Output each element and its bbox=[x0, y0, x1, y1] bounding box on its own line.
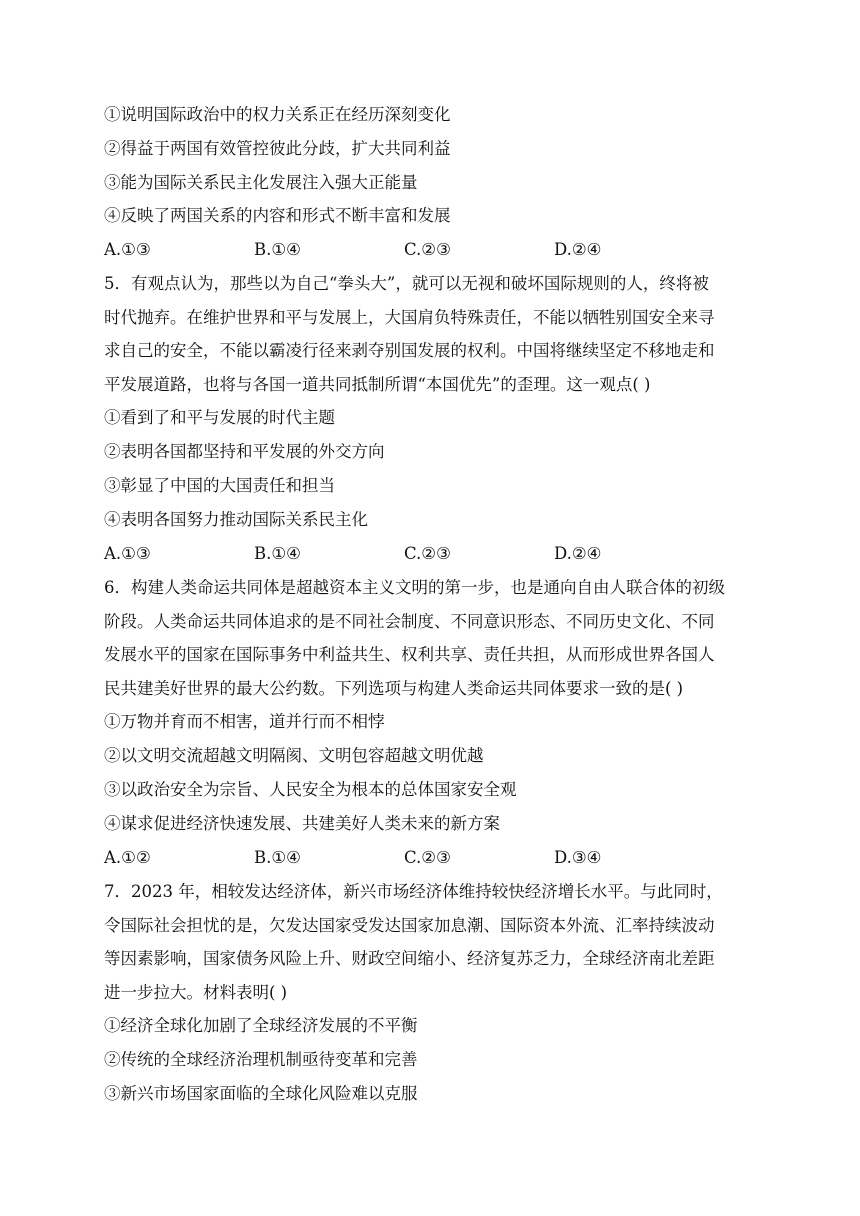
q6-option-b[interactable]: B.①④ bbox=[254, 848, 301, 867]
q7-stem-line: 令国际社会担忧的是，欠发达国家受发达国家加息潮、国际资本外流、汇率持续波动 bbox=[104, 915, 715, 935]
q5-options bbox=[104, 543, 760, 565]
q6-stem bbox=[104, 571, 760, 705]
q7-stem-line: 等因素影响，国家债务风险上升、财政空间缩小、经济复苏乏力，全球经济南北差距 bbox=[104, 949, 715, 969]
q4-option-c[interactable]: C.②③ bbox=[404, 240, 451, 259]
q5-stem-line: 平发展道路，也将与各国一道共同抵制所谓“本国优先”的歪理。这一观点( ) bbox=[104, 374, 651, 394]
q5-stem-line: 时代抛弃。在维护世界和平与发展上，大国肩负特殊责任，不能以牺牲别国安全来寻 bbox=[104, 307, 715, 327]
q6-options bbox=[104, 847, 760, 869]
q7-stem-line: 7．2023 年，相较发达经济体，新兴市场经济体维持较快经济增长水平。与此同时， bbox=[104, 882, 723, 901]
q5-option-d[interactable]: D.②④ bbox=[554, 544, 602, 563]
q6-option-c[interactable]: C.②③ bbox=[404, 848, 451, 867]
q7-stem-line: 进一步拉大。材料表明( ) bbox=[104, 982, 288, 1002]
q6-item-4: ④谋求促进经济快速发展、共建美好人类未来的新方案 bbox=[104, 814, 500, 833]
q5-stem-line: 求自己的安全，不能以霸凌行径来剥夺别国发展的权利。中国将继续坚定不移地走和 bbox=[104, 341, 715, 361]
q7-item-1: ①经济全球化加剧了全球经济发展的不平衡 bbox=[104, 1016, 418, 1035]
q6-stem-line: 民共建美好世界的最大公约数。下列选项与构建人类命运共同体要求一致的是( ) bbox=[104, 678, 684, 698]
q5-option-b[interactable]: B.①④ bbox=[254, 544, 301, 563]
q5-item-2: ②表明各国都坚持和平发展的外交方向 bbox=[104, 442, 385, 461]
q6-option-d[interactable]: D.③④ bbox=[554, 848, 602, 867]
q6-stem-line: 6．构建人类命运共同体是超越资本主义文明的第一步，也是通向自由人联合体的初级 bbox=[104, 578, 725, 597]
q5-stem-line: 5．有观点认为，那些以为自己“拳头大”，就可以无视和破坏国际规则的人，终将被 bbox=[104, 274, 709, 293]
q6-stem-line: 阶段。人类命运共同体追求的是不同社会制度、不同意识形态、不同历史文化、不同 bbox=[104, 611, 715, 631]
q7-stem bbox=[104, 875, 760, 1009]
q6-item-2: ②以文明交流超越文明隔阂、文明包容超越文明优越 bbox=[104, 746, 484, 765]
q6-item-1: ①万物并育而不相害，道并行而不相悖 bbox=[104, 712, 385, 731]
q4-item-4: ④反映了两国关系的内容和形式不断丰富和发展 bbox=[104, 206, 451, 225]
q5-item-4: ④表明各国努力推动国际关系民主化 bbox=[104, 510, 368, 529]
q6-stem-line: 发展水平的国家在国际事务中利益共生、权利共享、责任共担，从而形成世界各国人 bbox=[104, 645, 715, 665]
q7-item-3: ③新兴市场国家面临的全球化风险难以克服 bbox=[104, 1084, 418, 1103]
q6-option-a[interactable]: A.①② bbox=[104, 848, 151, 867]
q4-option-b[interactable]: B.①④ bbox=[254, 240, 301, 259]
q4-option-d[interactable]: D.②④ bbox=[554, 240, 602, 259]
q4-item-3: ③能为国际关系民主化发展注入强大正能量 bbox=[104, 173, 418, 192]
q5-item-1: ①看到了和平与发展的时代主题 bbox=[104, 408, 335, 427]
q4-item-1: ①说明国际政治中的权力关系正在经历深刻变化 bbox=[104, 105, 451, 124]
q5-option-c[interactable]: C.②③ bbox=[404, 544, 451, 563]
q6-item-3: ③以政治安全为宗旨、人民安全为根本的总体国家安全观 bbox=[104, 780, 517, 799]
q4-item-2: ②得益于两国有效管控彼此分歧，扩大共同利益 bbox=[104, 139, 451, 158]
q7-item-2: ②传统的全球经济治理机制亟待变革和完善 bbox=[104, 1050, 418, 1069]
q4-options bbox=[104, 239, 760, 261]
q5-option-a[interactable]: A.①③ bbox=[104, 544, 151, 563]
q5-item-3: ③彰显了中国的大国责任和担当 bbox=[104, 476, 335, 495]
q5-stem bbox=[104, 267, 760, 401]
q4-option-a[interactable]: A.①③ bbox=[104, 240, 151, 259]
